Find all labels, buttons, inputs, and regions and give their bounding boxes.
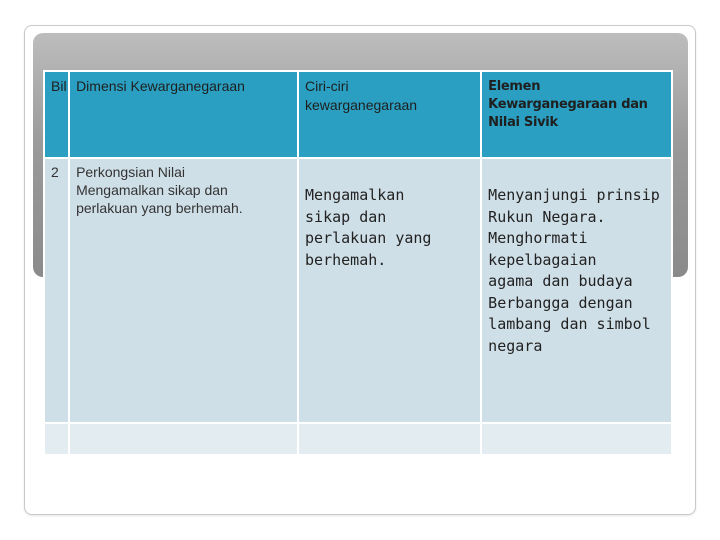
header-cell-elemen	[481, 71, 672, 158]
header-ciri-label: Ciri-ciri kewarganegaraan	[305, 78, 418, 113]
row-ciri-text: Mengamalkan sikap dan perlakuan yang berhemah.	[305, 186, 432, 269]
cell-elemen	[481, 158, 672, 423]
empty-cell	[481, 423, 672, 455]
header-cell-bil	[44, 71, 69, 158]
empty-table-row	[44, 423, 672, 455]
empty-cell	[69, 423, 298, 455]
empty-cell	[298, 423, 481, 455]
table-row	[44, 158, 672, 423]
header-cell-ciri	[298, 71, 481, 158]
civic-elements-table	[43, 70, 673, 456]
row-dimensi-text: Perkongsian Nilai Mengamalkan sikap dan perlakuan yang berhemah.	[76, 164, 243, 216]
row-elemen-text: Menyanjungi prinsip Rukun Negara. Menghormati kepelbagaian agama dan budaya Berbangga dengan lambang dan simbol negara	[488, 186, 660, 355]
header-dimensi-label: Dimensi Kewarganegaraan	[76, 78, 245, 94]
cell-dimensi	[69, 158, 298, 423]
cell-ciri	[298, 158, 481, 423]
empty-cell	[44, 423, 69, 455]
header-elemen-label: Elemen Kewarganegaraan dan Nilai Sivik	[488, 79, 648, 130]
header-cell-dimensi	[69, 71, 298, 158]
cell-bil	[44, 158, 69, 423]
table-header-row	[44, 71, 672, 158]
header-bil-label: Bil	[51, 78, 67, 94]
row-bil-value: 2	[51, 164, 59, 180]
